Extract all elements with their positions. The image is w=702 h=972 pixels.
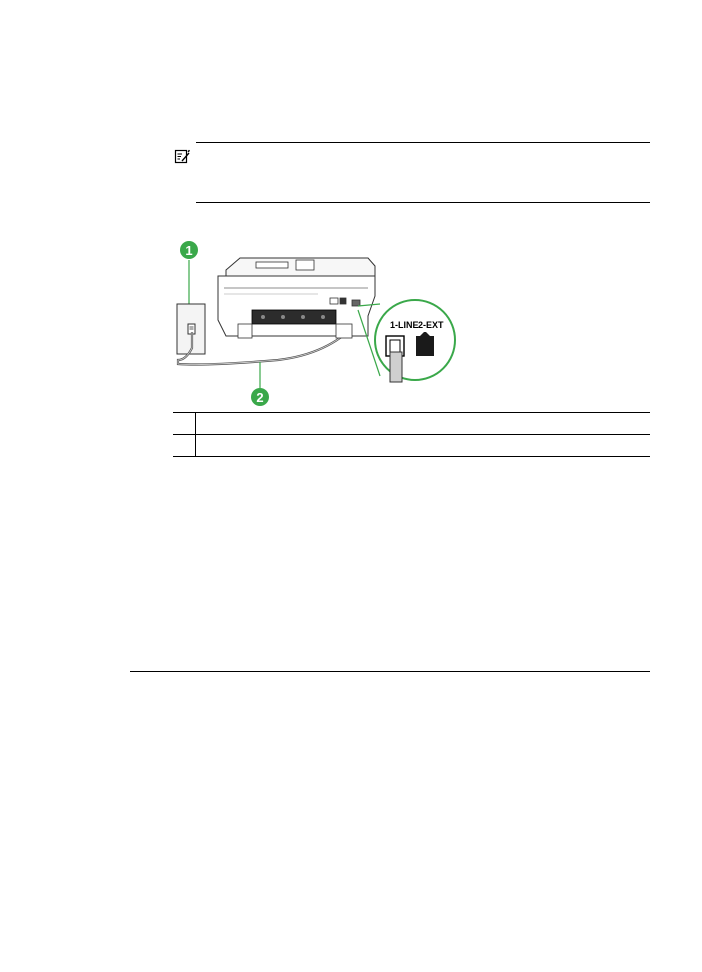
note-bottom-rule bbox=[196, 202, 650, 203]
port-zoom-callout bbox=[358, 300, 455, 382]
port-label-line: 1-LINE bbox=[390, 320, 419, 330]
legend-table-bottom-rule bbox=[173, 456, 650, 457]
legend-table-top-rule bbox=[173, 412, 650, 413]
callout-1-number: 1 bbox=[185, 243, 193, 258]
line-plug bbox=[390, 352, 402, 382]
fax-machine bbox=[218, 258, 375, 338]
note-pencil-icon bbox=[174, 148, 190, 164]
port-label-ext: 2-EXT bbox=[418, 320, 444, 330]
ext-port bbox=[416, 336, 434, 356]
callout-2-badge bbox=[251, 388, 269, 406]
fax-connection-illustration bbox=[168, 236, 468, 408]
legend-table-row-rule bbox=[173, 434, 650, 435]
section-separator-rule bbox=[130, 671, 650, 672]
note-top-rule bbox=[196, 142, 650, 143]
callout-2-number: 2 bbox=[256, 390, 264, 405]
callout-1-badge bbox=[180, 241, 198, 259]
